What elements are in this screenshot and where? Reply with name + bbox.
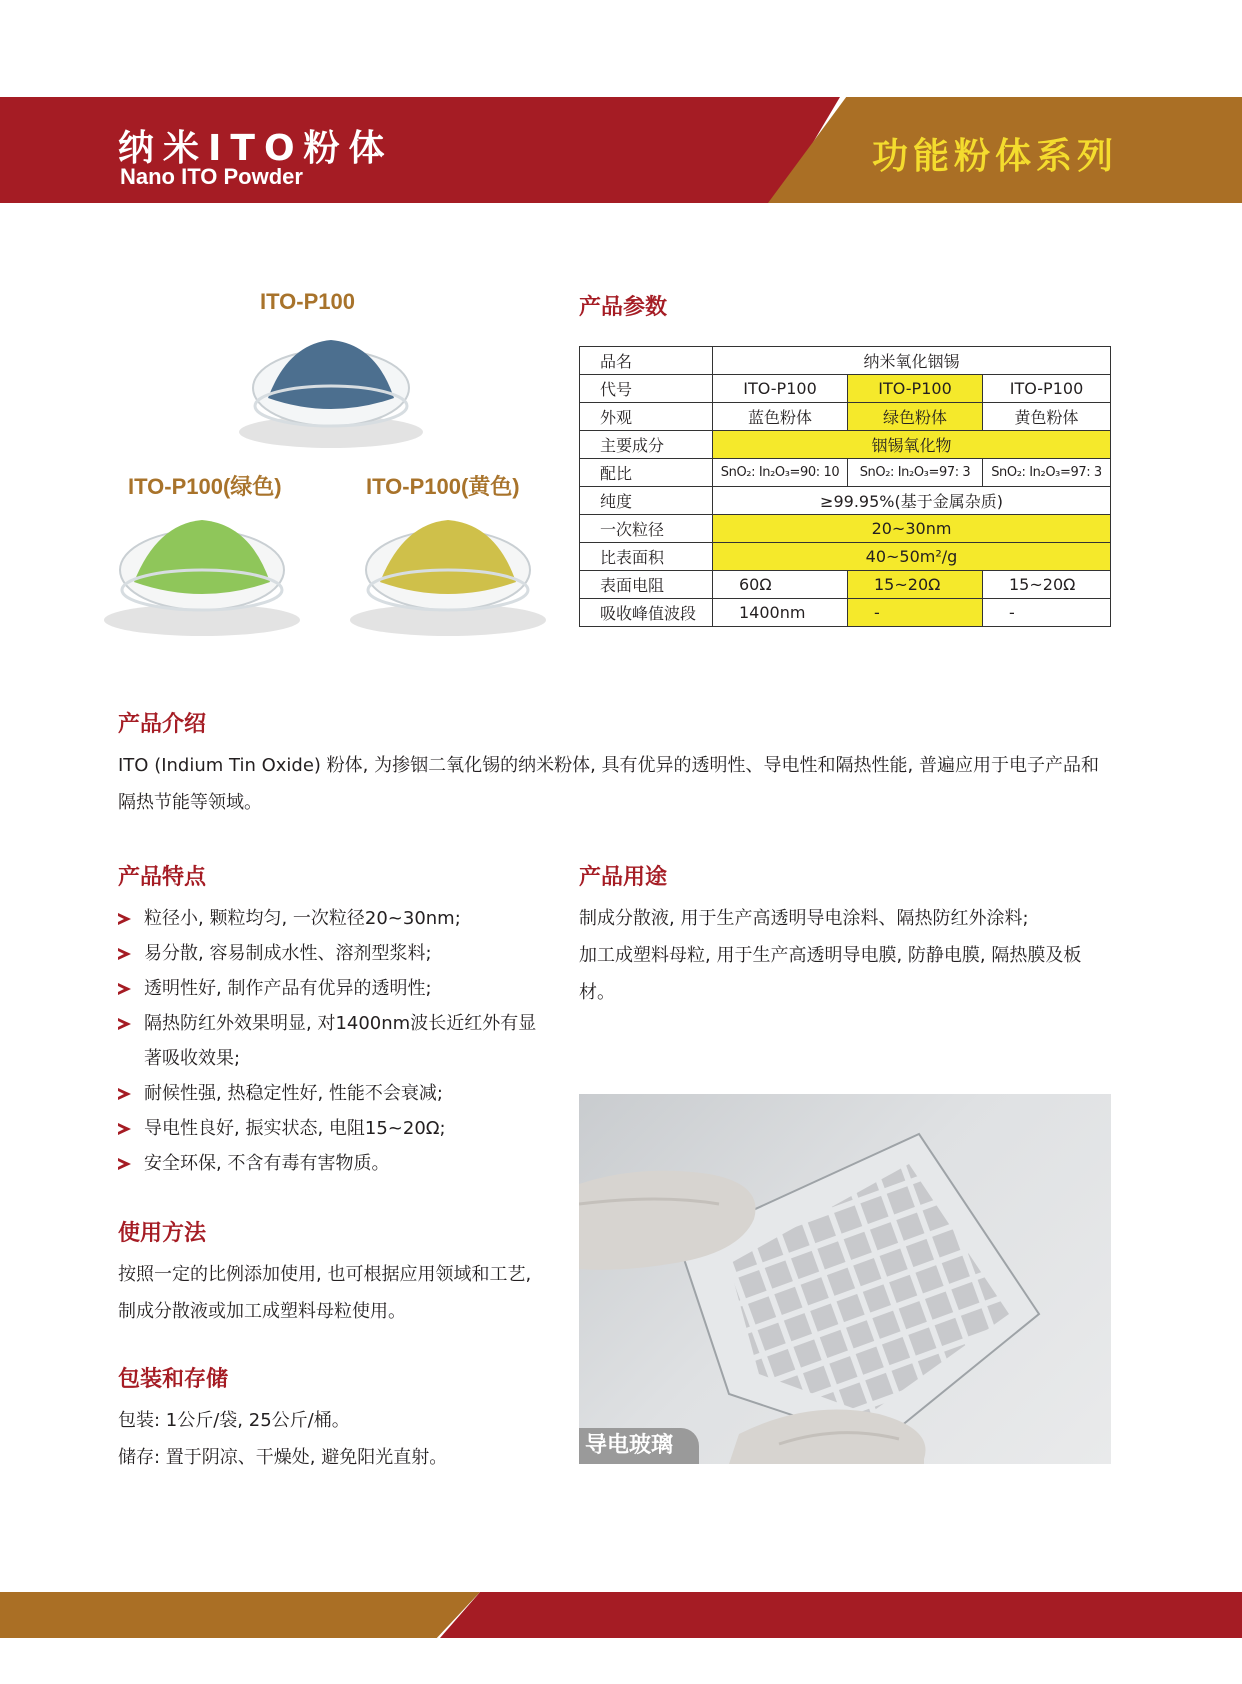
method-text: 按照一定的比例添加使用, 也可根据应用领域和工艺, 制成分散液或加工成塑料母粒使用。 bbox=[118, 1264, 532, 1322]
usage-text bbox=[579, 900, 1113, 1011]
table-row bbox=[580, 403, 1111, 431]
cell: 黄色粉体 bbox=[983, 403, 1111, 431]
cell: SnO₂: In₂O₃=97: 3 bbox=[983, 459, 1111, 487]
series-label: 功能粉体系列 bbox=[872, 136, 1119, 177]
feature-text: 耐候性强, 热稳定性好, 性能不会衰减; bbox=[144, 1083, 443, 1104]
yellow-powder-image bbox=[348, 510, 548, 640]
product-label-blue: ITO-P100 bbox=[260, 289, 355, 314]
cell: ITO-P100 bbox=[713, 375, 848, 403]
feature-text: 粒径小, 颗粒均匀, 一次粒径20~30nm; bbox=[144, 908, 461, 929]
row-key: 代号 bbox=[580, 375, 713, 403]
usage-line-2: 加工成塑料母粒, 用于生产高透明导电膜, 防静电膜, 隔热膜及板材。 bbox=[579, 945, 1082, 1003]
table-row bbox=[580, 543, 1111, 571]
params-table bbox=[579, 346, 1111, 627]
features-heading: 产品特点 bbox=[118, 865, 207, 890]
row-key: 外观 bbox=[580, 403, 713, 431]
conductive-glass-photo bbox=[579, 1094, 1111, 1464]
table-row bbox=[580, 571, 1111, 599]
arrow-bullet-icon bbox=[118, 1088, 131, 1100]
table-row bbox=[580, 599, 1111, 627]
feature-text: 安全环保, 不含有毒有害物质。 bbox=[144, 1153, 390, 1174]
storage-heading: 包装和存储 bbox=[118, 1367, 229, 1392]
row-value: 40~50m²/g bbox=[713, 543, 1111, 571]
row-key: 品名 bbox=[580, 347, 713, 375]
row-value: 20~30nm bbox=[713, 515, 1111, 543]
feature-text: 透明性好, 制作产品有优异的透明性; bbox=[144, 978, 432, 999]
glass-illustration bbox=[579, 1094, 1111, 1464]
row-key: 配比 bbox=[580, 459, 713, 487]
row-key: 一次粒径 bbox=[580, 515, 713, 543]
arrow-bullet-icon bbox=[118, 983, 131, 995]
cell: 蓝色粉体 bbox=[713, 403, 848, 431]
footer-bar-right bbox=[440, 1592, 1242, 1638]
usage-heading: 产品用途 bbox=[579, 865, 668, 890]
row-key: 吸收峰值波段 bbox=[580, 599, 713, 627]
table-row bbox=[580, 375, 1111, 403]
arrow-bullet-icon bbox=[118, 1158, 131, 1170]
table-row bbox=[580, 347, 1111, 375]
list-item bbox=[118, 971, 538, 1006]
list-item bbox=[118, 901, 538, 936]
intro-text: ITO (Indium Tin Oxide) 粉体, 为掺铟二氧化锡的纳米粉体, 具有优异的透明性、导电性和隔热性能, 普遍应用于电子产品和隔热节能等领域。 bbox=[118, 755, 1099, 813]
table-row bbox=[580, 431, 1111, 459]
cell: - bbox=[983, 599, 1111, 627]
row-key: 纯度 bbox=[580, 487, 713, 515]
arrow-bullet-icon bbox=[118, 948, 131, 960]
list-item bbox=[118, 1111, 538, 1146]
method-heading: 使用方法 bbox=[118, 1221, 207, 1246]
arrow-bullet-icon bbox=[118, 913, 131, 925]
row-key: 表面电阻 bbox=[580, 571, 713, 599]
row-key: 比表面积 bbox=[580, 543, 713, 571]
feature-text: 隔热防红外效果明显, 对1400nm波长近红外有显著吸收效果; bbox=[144, 1013, 537, 1069]
list-item bbox=[118, 936, 538, 971]
arrow-bullet-icon bbox=[118, 1018, 131, 1030]
arrow-bullet-icon bbox=[118, 1123, 131, 1135]
row-key: 主要成分 bbox=[580, 431, 713, 459]
params-heading: 产品参数 bbox=[579, 295, 668, 320]
storage-line-2: 储存: 置于阴凉、干燥处, 避免阳光直射。 bbox=[118, 1447, 448, 1468]
page-title: 纳米ITO粉体 bbox=[118, 128, 394, 169]
green-powder-image bbox=[102, 510, 302, 640]
cell: 1400nm bbox=[713, 599, 848, 627]
storage-text bbox=[118, 1402, 578, 1476]
table-row bbox=[580, 515, 1111, 543]
usage-line-1: 制成分散液, 用于生产高透明导电涂料、隔热防红外涂料; bbox=[579, 908, 1029, 929]
cell: SnO₂: In₂O₃=97: 3 bbox=[848, 459, 983, 487]
row-value: ≥99.95%(基于金属杂质) bbox=[713, 487, 1111, 515]
cell: 绿色粉体 bbox=[848, 403, 983, 431]
product-label-yellow: ITO-P100(黄色) bbox=[366, 474, 520, 499]
cell: ITO-P100 bbox=[848, 375, 983, 403]
product-label-green: ITO-P100(绿色) bbox=[128, 474, 282, 499]
list-item bbox=[118, 1006, 538, 1076]
cell: SnO₂: In₂O₃=90: 10 bbox=[713, 459, 848, 487]
storage-line-1: 包装: 1公斤/袋, 25公斤/桶。 bbox=[118, 1410, 350, 1431]
cell: - bbox=[848, 599, 983, 627]
cell: 15~20Ω bbox=[983, 571, 1111, 599]
cell: ITO-P100 bbox=[983, 375, 1111, 403]
table-row bbox=[580, 487, 1111, 515]
feature-text: 易分散, 容易制成水性、溶剂型浆料; bbox=[144, 943, 432, 964]
feature-text: 导电性良好, 振实状态, 电阻15~20Ω; bbox=[144, 1118, 446, 1139]
features-list bbox=[118, 901, 538, 1181]
intro-heading: 产品介绍 bbox=[118, 712, 207, 737]
cell: 60Ω bbox=[713, 571, 848, 599]
table-row bbox=[580, 459, 1111, 487]
row-value: 纳米氧化铟锡 bbox=[713, 347, 1111, 375]
footer-bar-left bbox=[0, 1592, 480, 1638]
photo-caption: 导电玻璃 bbox=[579, 1428, 699, 1464]
list-item bbox=[118, 1076, 538, 1111]
cell: 15~20Ω bbox=[848, 571, 983, 599]
list-item bbox=[118, 1146, 538, 1181]
page-subtitle: Nano ITO Powder bbox=[120, 164, 303, 189]
row-value: 铟锡氧化物 bbox=[713, 431, 1111, 459]
blue-powder-image bbox=[236, 328, 426, 452]
